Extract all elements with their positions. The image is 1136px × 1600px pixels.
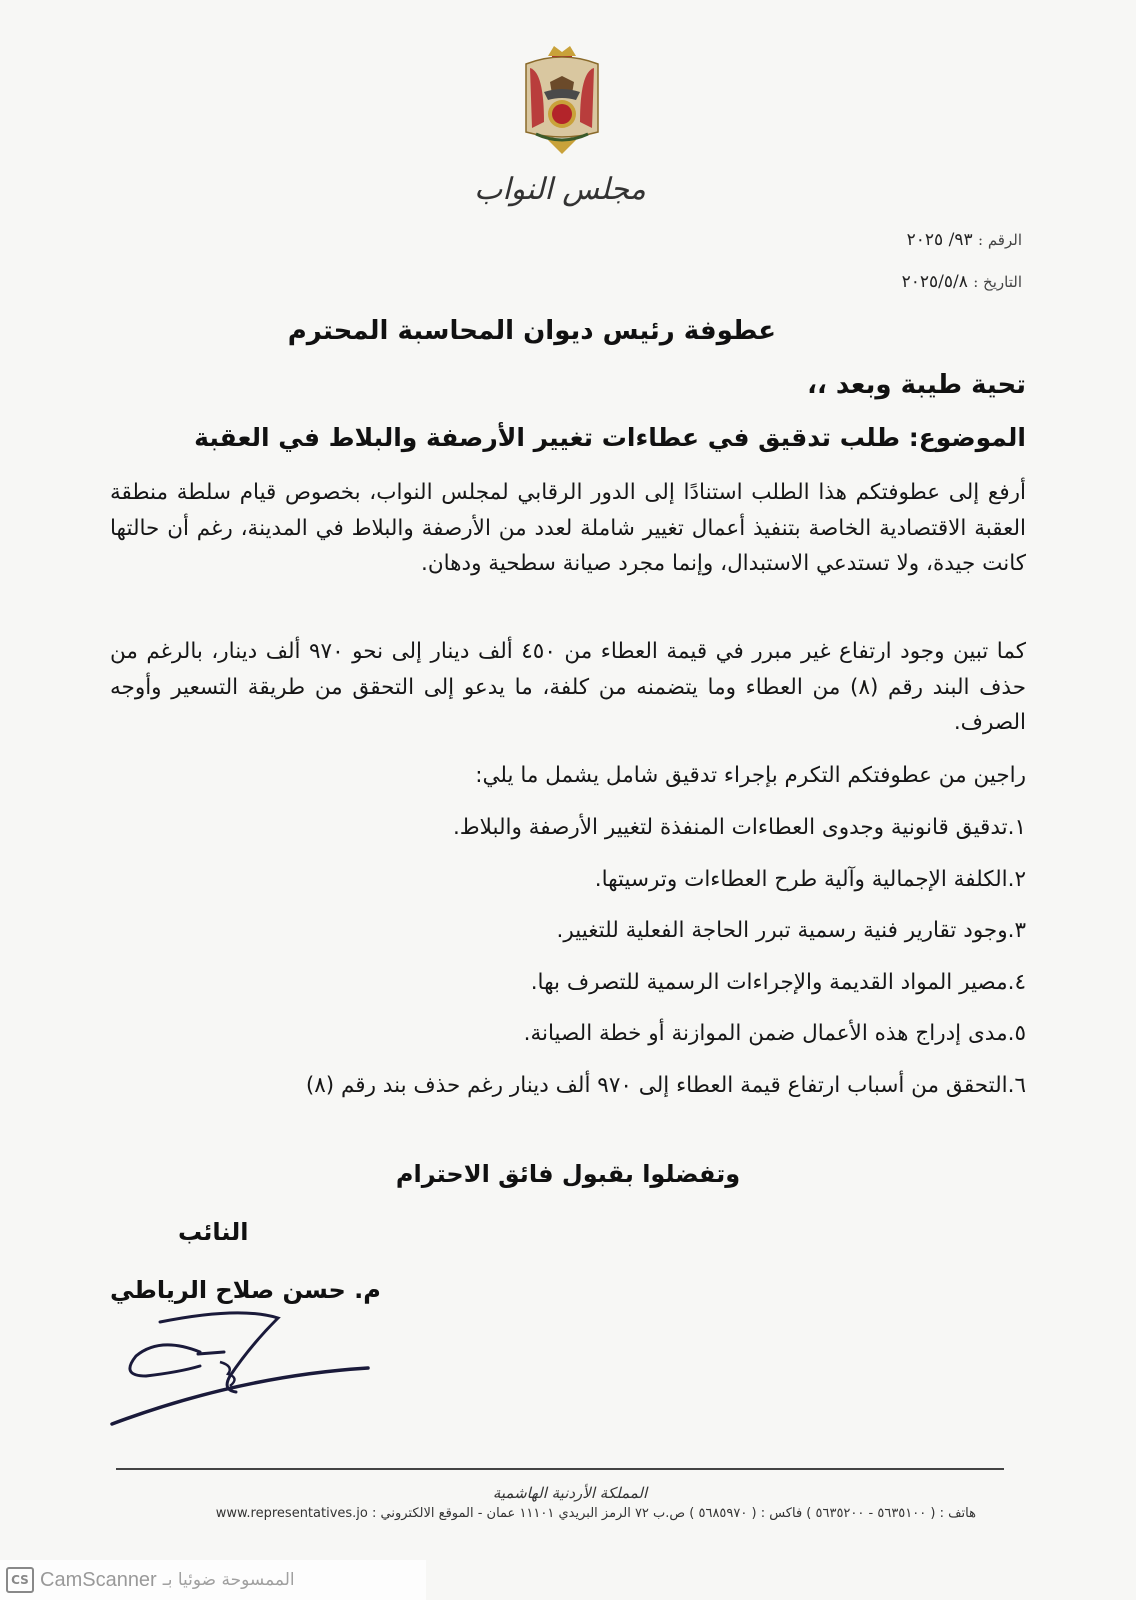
council-name-calligraphy: مجلس النواب	[474, 172, 646, 207]
camscanner-watermark	[0, 1560, 426, 1600]
request-item: ٢.الكلفة الإجمالية وآلية طرح العطاءات وترسيتها.	[594, 866, 1026, 892]
request-item: ١.تدقيق قانونية وجدوى العطاءات المنفذة لتغيير الأرصفة والبلاط.	[452, 815, 1026, 840]
request-list	[110, 810, 1026, 1104]
recipient-line: عطوفة رئيس ديوان المحاسبة المحترم	[287, 316, 776, 346]
jordan-coat-of-arms-icon	[514, 42, 610, 162]
camscanner-brand: CamScanner	[40, 1568, 157, 1591]
footer-kingdom-name: المملكة الأردنية الهاشمية	[492, 1484, 648, 1502]
body-paragraph: راجين من عطوفتكم التكرم بإجراء تدقيق شامل يشمل ما يلي:	[475, 763, 1026, 788]
letter-date-value: ٢٠٢٥/٥/٨	[901, 272, 968, 292]
footer-contact-line: هاتف : ( ٥٦٣٥١٠٠ - ٥٦٣٥٢٠٠ ) فاكس : ( ٥٦٨٥٩٧٠ ) ص.ب ٧٢ الرمز البريدي ١١١٠١ عمان - الموقع الالكتروني : www.representatives.jo	[215, 1506, 976, 1521]
reference-number-value: ٩٣/ ٢٠٢٥	[906, 230, 973, 250]
closing-line: وتفضلوا بقبول فائق الاحترام	[395, 1160, 741, 1188]
subject-line: الموضوع: طلب تدقيق في عطاءات تغيير الأرصفة والبلاط في العقبة	[194, 423, 1026, 452]
reference-number-label: الرقم :	[978, 231, 1022, 249]
signer-title: النائب	[178, 1218, 249, 1246]
body-paragraph: كما تبين وجود ارتفاع غير مبرر في قيمة العطاء من ٤٥٠ ألف دينار إلى نحو ٩٧٠ ألف دينار، بالرغم من حذف البند رقم (٨) من العطاء وما يتضمنه من كلفة، ما يدعو إلى التحقق من طريقة التسعير وأوجه الصرف.	[110, 639, 1026, 735]
request-item: ٤.مصير المواد القديمة والإجراءات الرسمية للتصرف بها.	[530, 969, 1026, 995]
request-item: ٦.التحقق من أسباب ارتفاع قيمة العطاء إلى ٩٧٠ ألف دينار رغم حذف بند رقم (٨)	[305, 1072, 1026, 1098]
reference-number	[907, 230, 1022, 250]
request-item: ٣.وجود تقارير فنية رسمية تبرر الحاجة الفعلية للتغيير.	[556, 918, 1026, 943]
signer-name: م. حسن صلاح الرياطي	[110, 1276, 381, 1304]
camscanner-tagline: الممسوحة ضوئيا بـ	[162, 1570, 295, 1590]
camscanner-logo-icon: CS	[6, 1567, 34, 1593]
handwritten-signature	[100, 1306, 380, 1436]
greeting-line: تحية طيبة وبعد ،،	[807, 370, 1026, 400]
letter-date-label: التاريخ :	[973, 273, 1022, 291]
body-paragraph: أرفع إلى عطوفتكم هذا الطلب استنادًا إلى الدور الرقابي لمجلس النواب، بخصوص قيام سلطة منطقة العقبة الاقتصادية الخاصة بتنفيذ أعمال تغيير شاملة لعدد من الأرصفة والبلاط في المدينة، رغم أن حالتها كانت جيدة، ولا تستدعي الاستبدال، وإنما مجرد صيانة سطحية ودهان.	[110, 480, 1026, 576]
request-item: ٥.مدى إدراج هذه الأعمال ضمن الموازنة أو خطة الصيانة.	[523, 1021, 1026, 1046]
letter-date	[902, 272, 1022, 292]
footer-divider	[116, 1468, 1004, 1470]
